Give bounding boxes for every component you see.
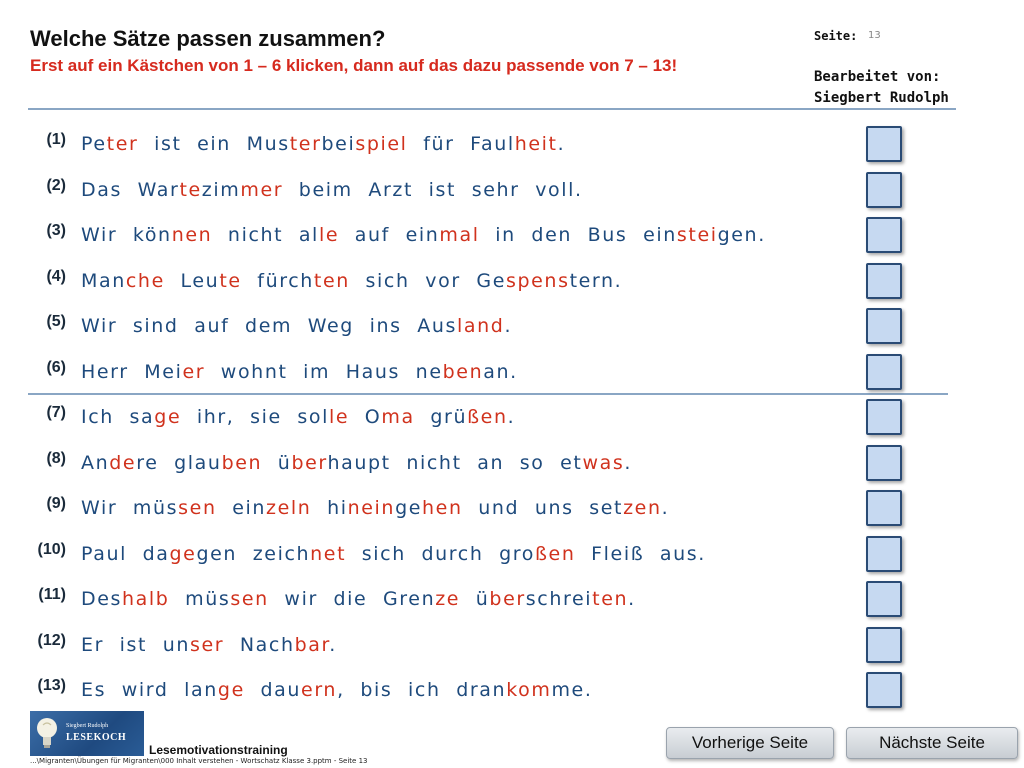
- sentence-segment: ü: [460, 588, 490, 610]
- highlighted-syllable: ben: [442, 360, 484, 383]
- highlighted-syllable: bar: [294, 633, 330, 656]
- sentence-segment: Ich sa: [81, 406, 155, 428]
- sentence-text: [81, 679, 593, 701]
- highlighted-syllable: ten: [313, 269, 350, 292]
- logo-author: Siegbert Rudolph: [66, 723, 109, 729]
- sentence-segment: dau: [244, 679, 302, 701]
- highlighted-syllable: de: [109, 451, 137, 474]
- sentence-number: (8): [46, 449, 66, 467]
- highlighted-syllable: te: [219, 269, 242, 292]
- sentence-segment: haupt nicht an so et: [327, 451, 583, 474]
- sentence-text: [81, 224, 766, 246]
- match-checkbox[interactable]: [866, 627, 902, 663]
- sentence-segment: hi: [311, 497, 348, 519]
- sentence-segment: .: [628, 588, 636, 610]
- sentence-row: [0, 306, 1024, 348]
- sentence-segment: nicht al: [212, 224, 319, 246]
- match-checkbox[interactable]: [866, 490, 902, 526]
- sentence-number: (7): [46, 404, 66, 421]
- sentence-segment: wir die Gren: [268, 588, 436, 610]
- sentence-text: [81, 543, 706, 565]
- page-number: 13: [868, 30, 881, 41]
- sentence-number: (5): [46, 313, 66, 330]
- sentence-segment: .: [557, 133, 566, 155]
- header-divider: [28, 108, 956, 110]
- highlighted-syllable: le: [329, 406, 350, 428]
- highlighted-syllable: ten: [592, 588, 629, 610]
- sentence-segment: grü: [414, 406, 468, 428]
- highlighted-syllable: ben: [221, 451, 263, 474]
- sentence-text: [81, 315, 512, 337]
- match-checkbox[interactable]: [866, 217, 902, 253]
- match-checkbox[interactable]: [866, 308, 902, 344]
- sentence-segment: .: [507, 406, 516, 428]
- highlighted-syllable: hen: [422, 497, 463, 519]
- previous-page-button[interactable]: Vorherige Seite: [666, 727, 834, 759]
- match-checkbox[interactable]: [866, 354, 902, 390]
- highlighted-syllable: ter: [106, 133, 139, 155]
- sentence-segment: an.: [483, 360, 518, 383]
- sentence-text: [81, 406, 515, 428]
- sentence-segment: me.: [551, 679, 593, 701]
- sentence-segment: wohnt im Haus ne: [205, 360, 443, 383]
- sentence-row: [0, 215, 1024, 257]
- highlighted-syllable: kom: [506, 679, 552, 701]
- sentence-segment: O: [349, 406, 382, 428]
- sentence-number: (3): [46, 222, 66, 239]
- highlighted-syllable: halb: [122, 588, 170, 610]
- sentence-row: [0, 443, 1024, 485]
- highlighted-syllable: ßen: [534, 542, 576, 565]
- sentence-segment: fürch: [241, 269, 314, 292]
- highlighted-syllable: ser: [190, 633, 225, 656]
- sentence-number: (11): [38, 586, 66, 603]
- sentence-number: (6): [46, 358, 66, 376]
- sentence-segment: in den Bus ein: [479, 224, 677, 246]
- sentence-row: [0, 579, 1024, 621]
- sentence-segment: bei: [321, 133, 356, 155]
- sentence-segment: Nach: [224, 633, 295, 656]
- page-label: Seite:: [814, 29, 858, 43]
- sentence-segment: Herr Mei: [81, 360, 183, 383]
- sentence-segment: ihr, sie sol: [181, 406, 329, 428]
- highlighted-syllable: stei: [676, 224, 718, 246]
- highlighted-syllable: ge: [154, 406, 182, 428]
- sentence-segment: gen zeich: [196, 542, 311, 565]
- highlighted-syllable: le: [318, 224, 340, 246]
- sentence-text: [81, 133, 565, 155]
- sentence-segment: tern.: [569, 269, 623, 292]
- sentence-number: (13): [37, 677, 66, 694]
- instructions: Erst auf ein Kästchen von 1 – 6 klicken, dann auf das dazu passende von 7 – 13!: [30, 56, 678, 75]
- logo-brand: LESEKOCH: [66, 732, 127, 743]
- sentence-segment: gen.: [717, 224, 766, 246]
- highlighted-syllable: land: [457, 315, 505, 337]
- sentence-segment: Wir müs: [81, 497, 179, 519]
- sentence-segment: sich durch gro: [346, 542, 535, 565]
- highlighted-syllable: spiel: [355, 133, 408, 155]
- match-checkbox[interactable]: [866, 399, 902, 435]
- sentence-number: (9): [46, 495, 66, 512]
- footer-title: Lesemotivationstraining: [149, 743, 288, 757]
- edited-by-name: Siegbert Rudolph: [814, 90, 949, 106]
- sentence-segment: für Faul: [407, 133, 515, 155]
- match-checkbox[interactable]: [866, 672, 902, 708]
- highlighted-syllable: ze: [435, 588, 461, 610]
- sentence-number: (2): [46, 176, 66, 194]
- sentence-number: (10): [37, 540, 66, 558]
- highlighted-syllable: ern: [301, 679, 338, 701]
- sentence-segment: An: [81, 451, 110, 474]
- sentence-number: (4): [46, 267, 66, 285]
- sentence-segment: , bis ich dran: [337, 679, 507, 701]
- highlighted-syllable: was: [582, 451, 625, 474]
- sentence-text: [81, 588, 636, 610]
- sentence-segment: zim: [201, 178, 241, 201]
- sentence-segment: .: [504, 315, 513, 337]
- sentence-row: [0, 261, 1024, 303]
- lightbulb-icon: [34, 715, 60, 753]
- page-title: Welche Sätze passen zusammen?: [30, 26, 386, 51]
- edited-by-label: Bearbeitet von:: [814, 69, 941, 85]
- sentence-segment: Paul da: [81, 542, 170, 565]
- highlighted-syllable: ter: [289, 133, 322, 155]
- sentence-text: [81, 452, 632, 474]
- highlighted-syllable: zeln: [266, 497, 312, 519]
- sentence-segment: .: [329, 633, 337, 656]
- sentence-segment: Es wird lan: [81, 679, 218, 701]
- highlighted-syllable: ge: [169, 542, 197, 565]
- highlighted-syllable: nein: [347, 497, 396, 519]
- sentence-segment: Wir kön: [81, 224, 172, 246]
- highlighted-syllable: ma: [381, 406, 415, 428]
- sentence-segment: Leu: [164, 269, 220, 292]
- match-checkbox[interactable]: [866, 536, 902, 572]
- sentence-segment: auf ein: [339, 224, 440, 246]
- highlighted-syllable: er: [182, 360, 206, 383]
- sentence-segment: Er ist un: [81, 633, 191, 656]
- sentence-row: [0, 352, 1024, 394]
- sentence-segment: sich vor Ge: [349, 269, 506, 292]
- sentence-text: [81, 497, 669, 519]
- sentence-segment: Man: [81, 269, 126, 292]
- sentence-text: [81, 361, 518, 383]
- lesekoch-logo: [30, 711, 144, 756]
- sentence-text: [81, 179, 583, 201]
- sentence-row: [0, 488, 1024, 530]
- sentence-segment: Des: [81, 588, 123, 610]
- highlighted-syllable: te: [179, 178, 202, 201]
- sentence-segment: Pe: [81, 133, 107, 155]
- highlighted-syllable: ber: [489, 588, 526, 610]
- match-checkbox[interactable]: [866, 126, 902, 162]
- sentence-segment: ist ein Mus: [138, 133, 290, 155]
- highlighted-syllable: che: [125, 269, 165, 292]
- sentence-segment: ü: [262, 451, 292, 474]
- sentence-row: [0, 124, 1024, 166]
- highlighted-syllable: ßen: [467, 406, 508, 428]
- highlighted-syllable: ge: [217, 679, 245, 701]
- sentence-row: [0, 534, 1024, 576]
- sentence-row: [0, 625, 1024, 667]
- highlighted-syllable: zen: [623, 497, 662, 519]
- highlighted-syllable: spens: [505, 269, 570, 292]
- sentence-number: (12): [37, 631, 66, 649]
- match-checkbox[interactable]: [866, 263, 902, 299]
- sentence-row: [0, 170, 1024, 212]
- highlighted-syllable: heit: [514, 133, 558, 155]
- footer-file-path: ...\Migranten\Übungen für Migranten\000 Inhalt verstehen - Wortschatz Klasse 3.pptm - Seite 13: [30, 757, 368, 765]
- sentence-segment: .: [624, 451, 633, 474]
- sentence-text: [81, 634, 337, 656]
- match-checkbox[interactable]: [866, 172, 902, 208]
- sentence-number: (1): [46, 131, 66, 148]
- sentence-segment: ein: [216, 497, 267, 519]
- highlighted-syllable: mer: [240, 178, 284, 201]
- highlighted-syllable: ber: [291, 451, 328, 474]
- sentence-segment: Wir sind auf dem Weg ins Aus: [81, 315, 457, 337]
- sentence-segment: re glau: [136, 451, 222, 474]
- sentence-row: [0, 670, 1024, 712]
- sentence-segment: schrei: [525, 588, 593, 610]
- highlighted-syllable: nen: [171, 224, 213, 246]
- highlighted-syllable: net: [310, 542, 347, 565]
- edited-by: [814, 67, 949, 109]
- sentence-text: [81, 270, 622, 292]
- sentence-segment: .: [661, 497, 670, 519]
- sentence-segment: Das War: [81, 178, 180, 201]
- sentence-segment: und uns set: [462, 497, 624, 519]
- highlighted-syllable: sen: [230, 588, 269, 610]
- next-page-button[interactable]: Nächste Seite: [846, 727, 1018, 759]
- sentence-segment: Fleiß aus.: [575, 542, 706, 565]
- sentence-row: [0, 397, 1024, 439]
- match-checkbox[interactable]: [866, 445, 902, 481]
- highlighted-syllable: sen: [178, 497, 217, 519]
- sentence-segment: beim Arzt ist sehr voll.: [283, 178, 583, 201]
- sentence-segment: ge: [395, 497, 423, 519]
- highlighted-syllable: mal: [439, 224, 480, 246]
- sentence-segment: müs: [169, 588, 231, 610]
- match-checkbox[interactable]: [866, 581, 902, 617]
